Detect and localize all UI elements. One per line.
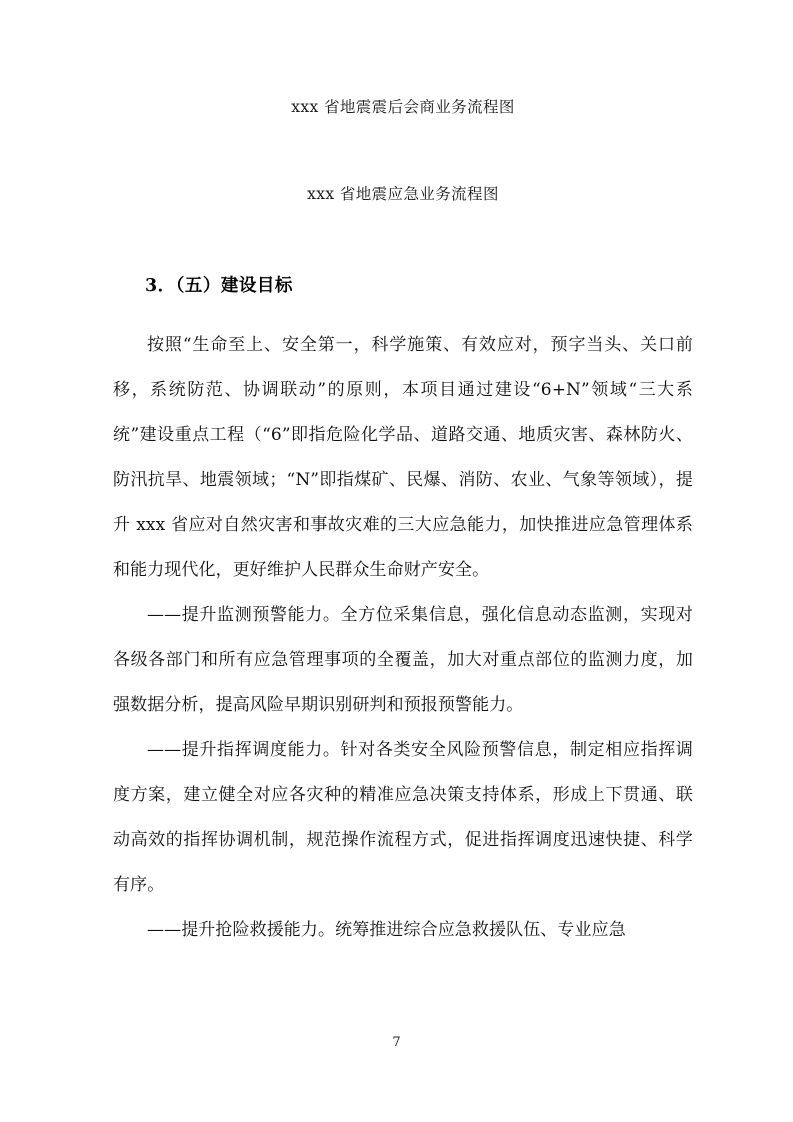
caption-spacer [113,118,693,183]
paragraph-construction-goals: 按照“生命至上、安全第一，科学施策、有效应对，预字当头、关口前移，系统防范、协调联动”的原则，本项目通过建设“6+N”领域“三大系统”建设重点工程（“6”即指危险化学品、道路交通、地质灾害、森林防火、防汛抗旱、地震领域；“N”即指煤矿、民爆、消防、农业、气象等领域），提升 xxx 省应对自然灾害和事故灾难的三大应急能力，加快推进应急管理体系和能力现代化，更好维护人民群众生命财产安全。 [113,335,693,580]
paragraph-monitoring-warning: ——提升监测预警能力。全方位采集信息，强化信息动态监测，实现对各级各部门和所有应急管理事项的全覆盖，加大对重点部位的监测力度，加强数据分析，提高风险早期识别研判和预报预警能力。 [113,605,693,715]
page-content [113,0,693,953]
figure-caption-second: xxx 省地震应急业务流程图 [307,185,499,203]
figure-caption-group [113,0,693,205]
body-text-block [113,323,693,953]
paragraph-command-dispatch: ——提升指挥调度能力。针对各类安全风险预警信息，制定相应指挥调度方案，建立健全对应各灾种的精准应急决策支持体系，形成上下贯通、联动高效的指挥协调机制，规范操作流程方式，促进指挥调度迅速快捷、科学有序。 [113,740,693,895]
paragraph-rescue-capability: ——提升抢险救援能力。统筹推进综合应急救援队伍、专业应急 [147,920,626,940]
page-number: 7 [392,1035,401,1050]
figure-caption-first: xxx 省地震震后会商业务流程图 [291,98,515,116]
section-heading: 3．（五）建设目标 [145,276,293,296]
